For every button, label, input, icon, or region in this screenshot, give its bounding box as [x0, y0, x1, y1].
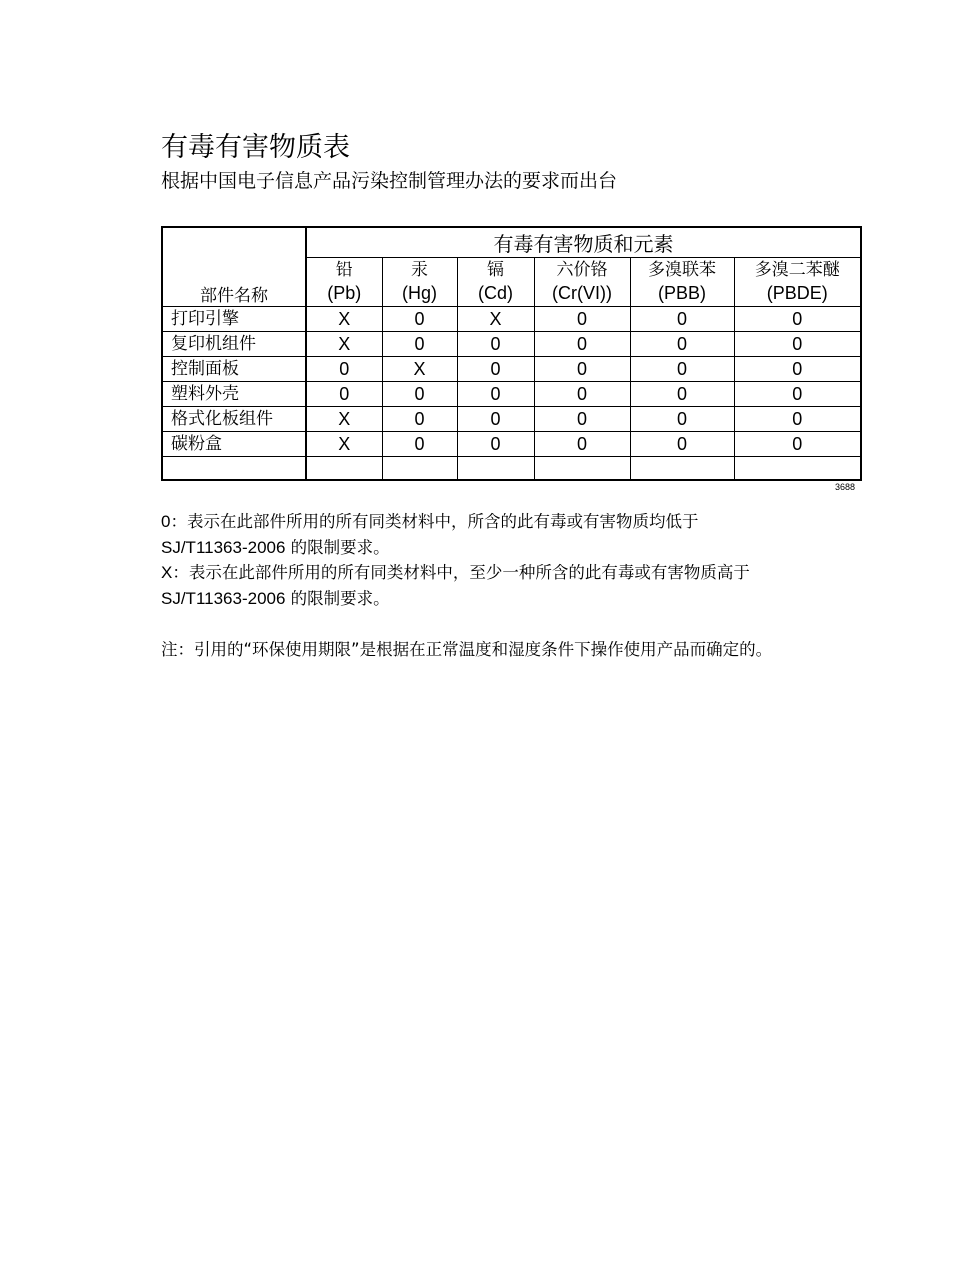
- column-header-symbol: (Pb): [327, 283, 362, 303]
- table-row: [162, 382, 861, 407]
- table-cell: X: [306, 307, 382, 332]
- empty-table-row: [162, 457, 861, 481]
- substances-group-header: 有毒有害物质和元素: [306, 227, 861, 258]
- part-name-header: 部件名称: [162, 227, 306, 307]
- column-header-name: 镉: [487, 260, 504, 280]
- part-name-cell: 碳粉盒: [162, 432, 306, 457]
- table-cell: 0: [382, 307, 457, 332]
- hazardous-substances-table: [161, 226, 862, 481]
- part-name-cell: 控制面板: [162, 357, 306, 382]
- table-cell: X: [306, 407, 382, 432]
- table-cell: [162, 457, 306, 481]
- note-text: ：表示在此部件所用的所有同类材料中，至少一种所含的此有毒或有害物质高于: [172, 563, 750, 582]
- column-header-name: 多溴二苯醚: [754, 260, 840, 280]
- standard-code: SJ/T11363-2006: [161, 537, 286, 557]
- table-cell: 0: [457, 382, 534, 407]
- table-cell: [382, 457, 457, 481]
- table-cell: 0: [382, 332, 457, 357]
- column-header-cr6: [534, 258, 630, 307]
- column-header-symbol: (Hg): [402, 283, 437, 303]
- table-cell: 0: [382, 407, 457, 432]
- table-cell: [630, 457, 734, 481]
- table-cell: [734, 457, 861, 481]
- table-cell: 0: [382, 382, 457, 407]
- table-cell: 0: [534, 357, 630, 382]
- column-header-name: 汞: [411, 260, 428, 280]
- table-cell: 0: [457, 432, 534, 457]
- table-cell: 0: [534, 407, 630, 432]
- table-row: [162, 432, 861, 457]
- table-cell: 0: [630, 357, 734, 382]
- table-cell: X: [457, 307, 534, 332]
- table-cell: [534, 457, 630, 481]
- table-cell: 0: [734, 357, 861, 382]
- part-name-cell: 塑料外壳: [162, 382, 306, 407]
- table-cell: X: [382, 357, 457, 382]
- table-cell: 0: [734, 307, 861, 332]
- zero-symbol: 0: [161, 512, 171, 531]
- column-header-symbol: (PBB): [657, 283, 706, 303]
- table-cell: [457, 457, 534, 481]
- table-cell: 0: [630, 307, 734, 332]
- note-text: 的限制要求。: [285, 537, 390, 557]
- table-reference-code: 3688: [834, 482, 855, 492]
- note-text: 的限制要求。: [285, 588, 390, 608]
- table-cell: 0: [734, 382, 861, 407]
- table-cell: [306, 457, 382, 481]
- table-row: [162, 407, 861, 432]
- table-cell: X: [306, 432, 382, 457]
- table-cell: 0: [457, 332, 534, 357]
- page-subtitle: 根据中国电子信息产品污染控制管理办法的要求而出台: [161, 170, 618, 192]
- table-cell: 0: [630, 382, 734, 407]
- table-cell: 0: [306, 382, 382, 407]
- column-header-name: 六价铬: [556, 260, 608, 280]
- table-cell: 0: [534, 382, 630, 407]
- column-header-pb: [306, 258, 382, 307]
- spacer: [161, 611, 901, 637]
- note-zero-line-1: [161, 509, 901, 535]
- x-symbol: X: [161, 563, 173, 582]
- column-header-cd: [457, 258, 534, 307]
- table-cell: 0: [534, 432, 630, 457]
- table-cell: 0: [734, 407, 861, 432]
- column-header-pbb: [630, 258, 734, 307]
- table-cell: X: [306, 332, 382, 357]
- column-header-symbol: (Cd): [478, 283, 513, 303]
- column-header-pbde: [734, 258, 861, 307]
- note-x-line-1: [161, 560, 901, 586]
- notes-section: [161, 509, 901, 663]
- note-zero-line-2: [161, 535, 901, 561]
- table-cell: 0: [630, 432, 734, 457]
- standard-code: SJ/T11363-2006: [161, 588, 286, 608]
- table-row: [162, 307, 861, 332]
- table-cell: 0: [630, 407, 734, 432]
- part-name-cell: 复印机组件: [162, 332, 306, 357]
- table-row: [162, 357, 861, 382]
- table-cell: 0: [630, 332, 734, 357]
- part-name-cell: 打印引擎: [162, 307, 306, 332]
- column-header-hg: [382, 258, 457, 307]
- table-cell: 0: [457, 357, 534, 382]
- footnote: 注：引用的“环保使用期限”是根据在正常温度和湿度条件下操作使用产品而确定的。: [161, 640, 773, 659]
- table-cell: 0: [457, 407, 534, 432]
- page-title: 有毒有害物质表: [161, 132, 350, 163]
- column-header-name: 多溴联苯: [648, 260, 716, 280]
- table-cell: 0: [306, 357, 382, 382]
- table-cell: 0: [534, 332, 630, 357]
- column-header-symbol: (PBDE): [766, 283, 828, 303]
- note-text: ：表示在此部件所用的所有同类材料中，所含的此有毒或有害物质均低于: [170, 512, 699, 531]
- part-name-cell: 格式化板组件: [162, 407, 306, 432]
- table-cell: 0: [534, 307, 630, 332]
- column-header-name: 铅: [335, 260, 353, 280]
- table-cell: 0: [734, 432, 861, 457]
- table-row: [162, 332, 861, 357]
- table-cell: 0: [734, 332, 861, 357]
- table-cell: 0: [382, 432, 457, 457]
- column-header-symbol: (Cr(VI)): [552, 283, 612, 303]
- note-x-line-2: [161, 586, 901, 612]
